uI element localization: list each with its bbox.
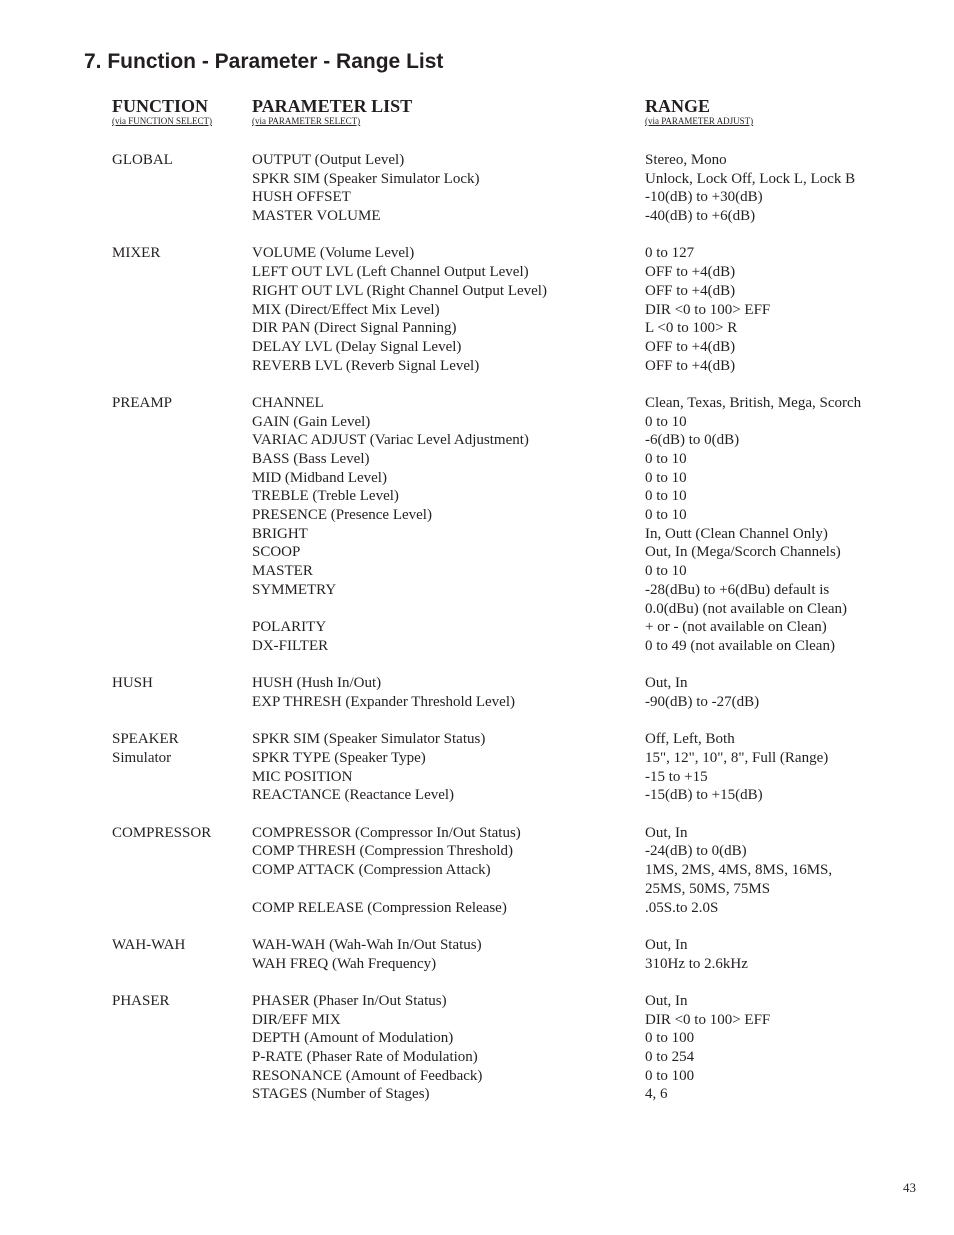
parameter-cell: COMP ATTACK (Compression Attack) <box>252 862 491 879</box>
page-number: 43 <box>903 1180 916 1195</box>
parameter-cell: WAH-WAH (Wah-Wah In/Out Status) <box>252 936 482 953</box>
range-cell: 1MS, 2MS, 4MS, 8MS, 16MS, <box>645 862 833 879</box>
table-row <box>0 955 954 974</box>
table-row <box>0 1067 954 1086</box>
range-cell: Stereo, Mono <box>645 152 727 168</box>
range-cell: -15 to +15 <box>645 768 708 785</box>
range-cell: In, Outt (Clean Channel Only) <box>645 525 828 542</box>
function-cell: SPEAKER <box>112 731 179 748</box>
range-cell: -28(dBu) to +6(dBu) default is <box>645 581 830 598</box>
table-row <box>0 188 954 207</box>
page-title: 7. Function - Parameter - Range List <box>84 50 444 73</box>
table-row <box>0 1048 954 1067</box>
table-row <box>0 880 954 899</box>
table-row <box>0 730 954 749</box>
range-cell: 0 to 10 <box>645 563 687 580</box>
table-row <box>0 768 954 787</box>
table-row <box>0 936 954 955</box>
parameter-cell: TREBLE (Treble Level) <box>252 488 399 505</box>
range-cell: .05S.to 2.0S <box>645 899 719 916</box>
table-row <box>0 170 954 189</box>
function-cell: COMPRESSOR <box>112 824 212 841</box>
range-cell: L <0 to 100> R <box>645 320 738 337</box>
table-row <box>0 263 954 282</box>
parameter-cell: RIGHT OUT LVL (Right Channel Output Level) <box>252 282 547 299</box>
range-cell: 0 to 10 <box>645 488 687 505</box>
parameter-cell: SYMMETRY <box>252 581 337 598</box>
table-row <box>0 749 954 768</box>
table-row <box>0 861 954 880</box>
range-cell: -15(dB) to +15(dB) <box>645 787 763 804</box>
table-row <box>0 301 954 320</box>
table-row <box>0 357 954 376</box>
table-row <box>0 244 954 263</box>
parameter-cell: DELAY LVL (Delay Signal Level) <box>252 338 462 355</box>
parameter-cell: P-RATE (Phaser Rate of Modulation) <box>252 1049 478 1065</box>
range-cell: 0 to 10 <box>645 451 687 467</box>
range-cell: 0 to 10 <box>645 413 687 430</box>
function-section <box>0 244 954 375</box>
parameter-cell: SPKR TYPE (Speaker Type) <box>252 750 426 766</box>
table-row <box>0 600 954 619</box>
parameter-cell: COMP THRESH (Compression Threshold) <box>252 843 513 860</box>
parameter-cell: DEPTH (Amount of Modulation) <box>252 1030 454 1047</box>
range-cell: 0 to 10 <box>645 469 687 486</box>
range-cell: 0 to 100 <box>645 1030 695 1047</box>
range-cell: DIR <0 to 100> EFF <box>645 301 771 318</box>
range-cell: 4, 6 <box>645 1086 668 1103</box>
function-cell: GLOBAL <box>112 152 173 168</box>
parameter-cell: VOLUME (Volume Level) <box>252 245 415 262</box>
parameter-cell: VARIAC ADJUST (Variac Level Adjustment) <box>252 432 529 449</box>
table-row <box>0 338 954 357</box>
table-row <box>0 786 954 805</box>
range-cell: 0 to 10 <box>645 507 687 524</box>
range-cell: -40(dB) to +6(dB) <box>645 208 756 225</box>
range-cell: OFF to +4(dB) <box>645 282 736 299</box>
function-cell: WAH-WAH <box>112 936 186 953</box>
table-row <box>0 207 954 226</box>
function-header-sub: (via FUNCTION SELECT) <box>112 116 212 126</box>
range-cell: -24(dB) to 0(dB) <box>645 843 747 860</box>
range-cell: 25MS, 50MS, 75MS <box>645 880 771 897</box>
parameter-header-sub: (via PARAMETER SELECT) <box>252 116 361 126</box>
table-row <box>0 469 954 488</box>
table-row <box>0 562 954 581</box>
table-row <box>0 319 954 338</box>
function-cell: Simulator <box>112 750 172 766</box>
table-row <box>0 824 954 843</box>
function-section <box>0 730 954 805</box>
parameter-cell: REACTANCE (Reactance Level) <box>252 787 455 804</box>
table-row <box>0 674 954 693</box>
parameter-cell: PHASER (Phaser In/Out Status) <box>252 992 447 1009</box>
parameter-cell: CHANNEL <box>252 394 324 411</box>
table-row <box>0 506 954 525</box>
function-section <box>0 824 954 917</box>
range-cell: + or - (not available on Clean) <box>645 619 827 636</box>
table-row <box>0 431 954 450</box>
range-cell: Unlock, Lock Off, Lock L, Lock B <box>645 170 856 187</box>
table-row <box>0 394 954 413</box>
range-cell: Out, In <box>645 992 688 1009</box>
parameter-cell: MIX (Direct/Effect Mix Level) <box>252 301 440 318</box>
parameter-cell: MIC POSITION <box>252 768 353 785</box>
parameter-cell: PRESENCE (Presence Level) <box>252 507 432 524</box>
range-cell: 0 to 49 (not available on Clean) <box>645 637 835 654</box>
parameter-cell: SPKR SIM (Speaker Simulator Lock) <box>252 170 480 187</box>
table-row <box>0 413 954 432</box>
function-section <box>0 936 954 973</box>
table-row <box>0 842 954 861</box>
range-cell: DIR <0 to 100> EFF <box>645 1011 771 1028</box>
parameter-cell: OUTPUT (Output Level) <box>252 152 405 168</box>
parameter-cell: LEFT OUT LVL (Left Channel Output Level) <box>252 264 529 281</box>
table-row <box>0 543 954 562</box>
parameter-cell: STAGES (Number of Stages) <box>252 1086 430 1103</box>
parameter-header-label: PARAMETER LIST <box>252 96 413 116</box>
range-cell: 0 to 100 <box>645 1067 695 1084</box>
parameter-cell: RESONANCE (Amount of Feedback) <box>252 1067 483 1084</box>
range-header-label: RANGE <box>645 96 711 116</box>
function-cell: HUSH <box>112 675 153 692</box>
table-row <box>0 693 954 712</box>
range-cell: Off, Left, Both <box>645 731 735 748</box>
range-cell: OFF to +4(dB) <box>645 264 736 281</box>
range-cell: 0 to 254 <box>645 1049 695 1065</box>
table-row <box>0 450 954 469</box>
parameter-cell: DX-FILTER <box>252 637 329 654</box>
function-section <box>0 394 954 656</box>
parameter-cell: SPKR SIM (Speaker Simulator Status) <box>252 731 486 748</box>
parameter-cell: MASTER VOLUME <box>252 208 381 225</box>
range-cell: Out, In (Mega/Scorch Channels) <box>645 544 841 561</box>
range-cell: -10(dB) to +30(dB) <box>645 189 763 206</box>
parameter-cell: WAH FREQ (Wah Frequency) <box>252 955 437 972</box>
parameter-cell: GAIN (Gain Level) <box>252 413 371 430</box>
table-row <box>0 618 954 637</box>
range-cell: 0 to 127 <box>645 245 695 262</box>
function-section <box>0 151 954 226</box>
range-cell: 15", 12", 10", 8", Full (Range) <box>645 750 829 766</box>
table-row <box>0 581 954 600</box>
range-cell: OFF to +4(dB) <box>645 357 736 374</box>
parameter-cell: COMPRESSOR (Compressor In/Out Status) <box>252 824 521 841</box>
range-cell: Out, In <box>645 675 688 692</box>
range-cell: OFF to +4(dB) <box>645 338 736 355</box>
function-cell: PREAMP <box>112 394 173 411</box>
function-cell: PHASER <box>112 992 170 1009</box>
parameter-cell: COMP RELEASE (Compression Release) <box>252 899 507 916</box>
parameter-column-header <box>252 95 412 126</box>
function-header-label: FUNCTION <box>112 96 209 116</box>
table-row <box>0 487 954 506</box>
table-row <box>0 637 954 656</box>
table-row <box>0 282 954 301</box>
range-cell: 310Hz to 2.6kHz <box>645 955 748 972</box>
parameter-cell: REVERB LVL (Reverb Signal Level) <box>252 357 480 374</box>
range-cell: Out, In <box>645 936 688 953</box>
parameter-cell: EXP THRESH (Expander Threshold Level) <box>252 693 516 710</box>
parameter-cell: DIR/EFF MIX <box>252 1011 341 1028</box>
parameter-cell: SCOOP <box>252 544 301 561</box>
function-section <box>0 992 954 1104</box>
function-section <box>0 674 954 711</box>
table-row <box>0 525 954 544</box>
range-cell: -90(dB) to -27(dB) <box>645 693 760 710</box>
table-row <box>0 1085 954 1104</box>
range-cell: Out, In <box>645 824 688 841</box>
parameter-table <box>0 151 954 1123</box>
parameter-cell: DIR PAN (Direct Signal Panning) <box>252 320 457 337</box>
range-cell: 0.0(dBu) (not available on Clean) <box>645 600 848 617</box>
function-cell: MIXER <box>112 245 161 262</box>
range-column-header <box>645 95 753 126</box>
table-row <box>0 1011 954 1030</box>
range-cell: Clean, Texas, British, Mega, Scorch <box>645 394 862 411</box>
range-cell: -6(dB) to 0(dB) <box>645 432 740 449</box>
parameter-cell: BASS (Bass Level) <box>252 451 370 467</box>
table-row <box>0 992 954 1011</box>
table-row <box>0 1029 954 1048</box>
parameter-cell: HUSH OFFSET <box>252 189 351 206</box>
range-header-sub: (via PARAMETER ADJUST) <box>645 116 754 126</box>
parameter-cell: BRIGHT <box>252 525 308 542</box>
parameter-cell: MASTER <box>252 563 313 580</box>
function-column-header <box>112 95 212 126</box>
parameter-cell: HUSH (Hush In/Out) <box>252 675 382 692</box>
parameter-cell: MID (Midband Level) <box>252 469 387 486</box>
table-row <box>0 899 954 918</box>
table-row <box>0 151 954 170</box>
parameter-cell: POLARITY <box>252 619 327 636</box>
